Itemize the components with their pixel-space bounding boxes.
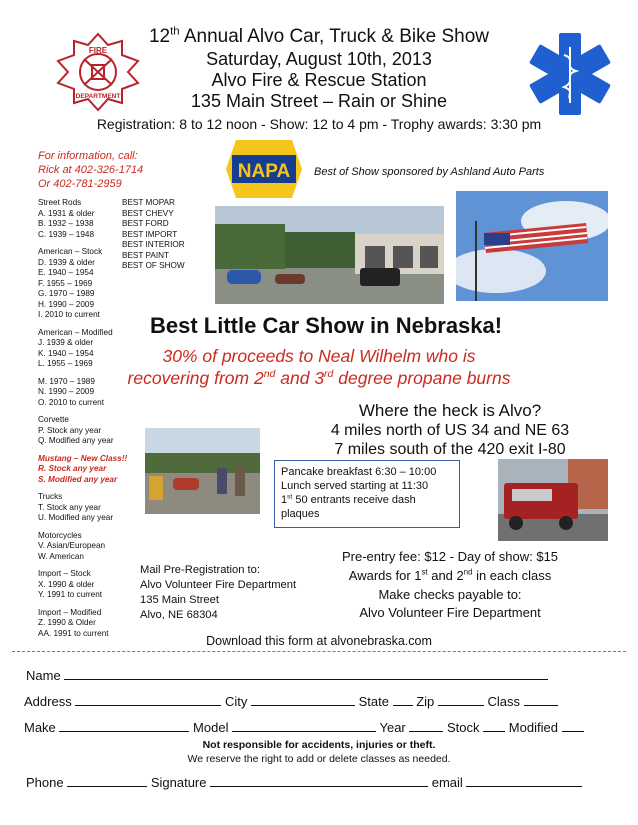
form-row-address [24,694,558,709]
zip-field[interactable] [438,695,484,706]
name-label: Name [26,668,61,683]
download-link-text: Download this form at alvonebraska.com [206,634,432,648]
class-item: Q. Modified any year [38,436,114,445]
event-venue: Alvo Fire & Rescue Station [211,70,427,90]
phone-field[interactable] [67,776,147,787]
class-item: Mustang – New Class!! [38,453,128,463]
address-field[interactable] [75,695,221,706]
best-award-item: BEST INTERIOR [122,240,185,249]
class-item [38,601,127,608]
car-show-photo-2 [145,428,260,514]
class-item [38,485,127,492]
form-row-name [26,668,548,683]
flag-photo [456,191,608,301]
proceeds-line-1: 30% of proceeds to Neal Wilhelm who is [162,346,476,366]
class-field[interactable] [524,695,558,706]
class-item: Street Rods [38,198,82,207]
phone-label: Phone [26,775,64,790]
fire-logo-top-text: FIRE [88,46,108,55]
class-item: T. Stock any year [38,502,101,512]
fire-logo-bottom-text: DEPARTMENT [75,93,121,100]
modified-field[interactable] [562,721,584,732]
stock-field[interactable] [483,721,505,732]
class-list [38,198,127,639]
class-item: D. 1939 & older [38,257,95,267]
best-awards-list [122,198,185,272]
class-item: G. 1970 – 1989 [38,289,95,298]
best-award-item: BEST FORD [122,219,169,228]
class-item: U. Modified any year [38,513,114,522]
where-title: Where the heck is Alvo? [358,401,542,420]
class-item: J. 1939 & older [38,338,94,347]
model-label: Model [193,720,229,735]
class-item: I. 2010 to current [38,310,100,319]
class-item: P. Stock any year [38,425,102,435]
registration-times: Registration: 8 to 12 noon - Show: 12 to 4 pm - Trophy awards: 3:30 pm [96,116,542,132]
class-item: Corvette [38,415,69,424]
napa-logo-icon [226,140,302,198]
class-item [38,447,127,454]
class-item: Motorcycles [38,530,82,540]
modified-label: Modified [508,720,558,735]
fee-line-1: Pre-entry fee: $12 - Day of show: $15 [341,549,559,564]
class-item: S. Modified any year [38,474,118,484]
state-field[interactable] [393,695,413,706]
class-item: L. 1955 – 1969 [38,359,93,368]
mail-address: Mail Pre-Registration to: Alvo Volunteer Fire Department 135 Main Street Alvo, NE 68304 [140,564,297,621]
class-item [38,562,127,569]
city-label: City [224,694,248,709]
state-label: State [358,694,389,709]
best-award-item: BEST OF SHOW [122,261,185,270]
signature-field[interactable] [210,776,428,787]
zip-label: Zip [416,694,435,709]
class-item: A. 1931 & older [38,208,95,218]
main-headline: Best Little Car Show in Nebraska! [150,313,503,338]
address-label: Address [24,694,72,709]
class-item: Import – Stock [38,569,91,578]
disclaimer-line-1: Not responsible for accidents, injuries or theft. [202,739,436,751]
info-call: For information, call: Rick at 402-326-1714 Or 402-781-2959 [38,150,144,190]
class-item [38,240,127,247]
name-field[interactable] [64,669,548,680]
class-item: W. American [38,551,84,561]
class-item: AA. 1991 to current [38,628,109,638]
class-item: N. 1990 – 2009 [38,387,94,396]
class-item: Trucks [38,492,63,501]
class-item: B. 1932 – 1938 [38,219,94,228]
food-info-box: Pancake breakfast 6:30 – 10:00 Lunch served starting at 11:30 1st 50 entrants receive dash plaques [274,460,460,528]
event-address: 135 Main Street – Rain or Shine [190,91,448,111]
truck-photo [498,459,608,541]
class-item: R. Stock any year [38,464,107,473]
best-award-item: BEST IMPORT [122,229,178,239]
cut-line [12,651,626,652]
fire-department-logo-icon [52,31,144,113]
make-label: Make [24,720,56,735]
form-row-vehicle [24,720,584,735]
model-field[interactable] [232,721,376,732]
email-field[interactable] [466,776,582,787]
sponsor-text: Best of Show sponsored by Ashland Auto Parts [314,166,545,178]
class-item [38,524,127,531]
star-of-life-icon [527,31,613,117]
year-label: Year [379,720,406,735]
class-item: E. 1940 – 1954 [38,268,94,277]
event-date: Saturday, August 10th, 2013 [206,49,432,69]
class-item: C. 1939 – 1948 [38,229,94,239]
class-item: X. 1990 & older [38,579,95,589]
class-item: K. 1940 – 1954 [38,348,94,358]
signature-label: Signature [150,775,207,790]
class-item: American – Stock [38,247,103,256]
form-row-contact [26,775,582,790]
city-field[interactable] [251,695,355,706]
car-show-photo-1 [215,206,444,304]
class-item: Y. 1991 to current [38,590,103,599]
best-award-item: BEST PAINT [122,250,170,260]
stock-label: Stock [447,720,480,735]
make-field[interactable] [59,721,189,732]
best-award-item: BEST MOPAR [122,198,175,207]
svg-text:NAPA: NAPA [237,161,291,182]
best-award-item: BEST CHEVY [122,208,174,218]
where-line-1: 4 miles north of US 34 and NE 63 [330,422,570,439]
fee-line-3: Make checks payable to: [378,587,522,602]
disclaimer-line-2: We reserve the right to add or delete classes as needed. [187,753,451,765]
class-item: Z. 1990 & Older [38,618,96,627]
event-title: 12th Annual Alvo Car, Truck & Bike Show [148,25,490,47]
class-label: Class [487,694,521,709]
class-item: American – Modified [38,327,113,337]
email-label: email [431,775,463,790]
fee-line-2: Awards for 1st and 2nd in each class [348,567,552,583]
class-item: F. 1955 – 1969 [38,278,93,288]
class-item: M. 1970 – 1989 [38,376,95,386]
class-item: H. 1990 – 2009 [38,299,94,309]
class-item [38,408,127,415]
class-item: O. 2010 to current [38,397,104,407]
year-field[interactable] [409,721,443,732]
fee-line-4: Alvo Volunteer Fire Department [359,605,541,620]
proceeds-line-2: recovering from 2nd and 3rd degree propane burns [127,368,511,388]
class-item: Import – Modified [38,607,102,617]
class-item: V. Asian/European [38,541,106,550]
where-line-2: 7 miles south of the 420 exit I-80 [334,441,566,458]
